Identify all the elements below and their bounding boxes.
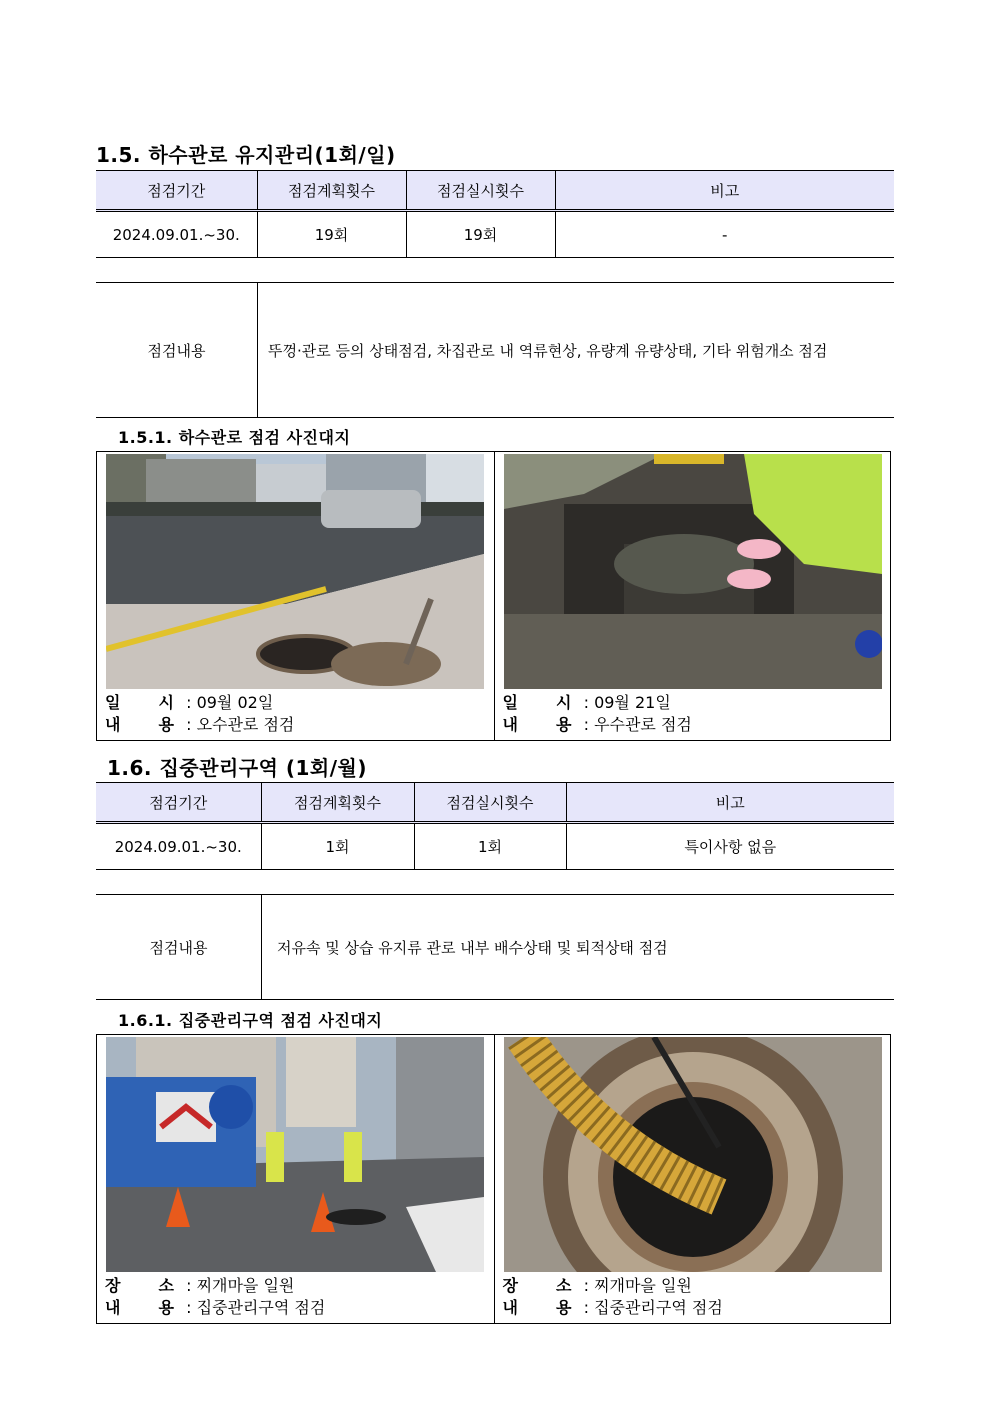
caption-value: 찌개마을 일원 [594,1276,692,1295]
photo-cell [494,1035,891,1323]
header-actual-count: 점검실시횟수 [414,783,566,823]
cell-planned-count: 19회 [257,211,406,258]
storm-drain-photo [504,454,882,689]
photo-caption [503,1275,723,1319]
caption-value: 09월 21일 [594,693,671,712]
section-1-6-photo-frame [96,1034,891,1324]
caption-line-place: 장 소 : 찌개마을 일원 [105,1276,295,1295]
section-1-5-title: 1.5. 하수관로 유지관리(1회/일) [96,143,396,167]
section-1-6-summary-table [96,782,894,870]
cell-actual-count: 19회 [406,211,555,258]
cell-remarks: - [555,211,894,258]
caption-key: 일 [105,693,121,712]
header-planned-count: 점검계획횟수 [257,171,406,211]
caption-line-content: 내 용 : 우수관로 점검 [502,715,692,734]
caption-key: 일 [502,693,518,712]
caption-key: 용 [555,1298,572,1317]
content-label: 점검내용 [96,283,258,417]
caption-value: 오수관로 점검 [196,715,295,734]
cell-planned-count: 1회 [261,823,414,870]
section-1-6-1-title: 1.6.1. 집중관리구역 점검 사진대지 [118,1011,383,1030]
header-remarks: 비고 [555,171,894,211]
section-1-5-photo-frame [96,451,891,741]
cell-remarks: 특이사항 없음 [566,823,894,870]
caption-line-content: 내 용 : 오수관로 점검 [105,715,295,734]
photo-caption [105,692,294,736]
caption-key: 용 [555,715,572,734]
caption-line-content: 내 용 : 집중관리구역 점검 [502,1298,723,1317]
section-1-5-summary-table [96,170,894,258]
caption-value: 집중관리구역 점검 [196,1298,326,1317]
photo-cell [97,1035,494,1323]
header-period: 점검기간 [96,171,257,211]
section-1-6-content-box [96,894,894,1000]
header-planned-count: 점검계획횟수 [261,783,414,823]
manhole-hose-photo [504,1037,882,1272]
table-row [96,211,894,258]
cell-period: 2024.09.01.~30. [96,211,257,258]
section-1-6-title: 1.6. 집중관리구역 (1회/월) [107,756,368,780]
section-1-5-content-box [96,282,894,418]
caption-value: 찌개마을 일원 [196,1276,295,1295]
photo-cell [494,452,891,740]
caption-key: 장 [105,1276,121,1295]
caption-key: 내 [105,1298,121,1317]
photo-caption [105,1275,325,1319]
caption-key: 소 [158,1276,174,1295]
content-text: 뚜껑·관로 등의 상태점검, 차집관로 내 역류현상, 유량계 유량상태, 기타 위험개소 점검 [268,341,828,360]
caption-key: 용 [158,1298,174,1317]
caption-key: 시 [158,693,174,712]
caption-line-content: 내 용 : 집중관리구역 점검 [105,1298,326,1317]
caption-line-place: 장 소 : 찌개마을 일원 [502,1276,692,1295]
content-label: 점검내용 [96,895,262,999]
caption-value: 우수관로 점검 [594,715,692,734]
caption-key: 내 [502,715,518,734]
table-header-row [96,171,894,211]
caption-value: 집중관리구역 점검 [594,1298,723,1317]
cell-period: 2024.09.01.~30. [96,823,261,870]
table-header-row [96,783,894,823]
cell-actual-count: 1회 [414,823,566,870]
header-actual-count: 점검실시횟수 [406,171,555,211]
caption-key: 내 [105,715,121,734]
vacuum-truck-photo [106,1037,484,1272]
caption-key: 용 [158,715,174,734]
caption-key: 소 [555,1276,572,1295]
section-1-5-1-title: 1.5.1. 하수관로 점검 사진대지 [118,428,351,447]
street-manhole-photo [106,454,484,689]
caption-line-date: 일 시 : 09월 02일 [105,693,274,712]
caption-value: 09월 02일 [196,693,274,712]
photo-cell [97,452,494,740]
header-remarks: 비고 [566,783,894,823]
caption-line-date: 일 시 : 09월 21일 [502,693,671,712]
table-row [96,823,894,870]
header-period: 점검기간 [96,783,261,823]
caption-key: 장 [502,1276,518,1295]
photo-caption [503,692,692,736]
caption-key: 내 [502,1298,518,1317]
caption-key: 시 [555,693,572,712]
content-text: 저유속 및 상습 유지류 관로 내부 배수상태 및 퇴적상태 점검 [277,938,668,957]
